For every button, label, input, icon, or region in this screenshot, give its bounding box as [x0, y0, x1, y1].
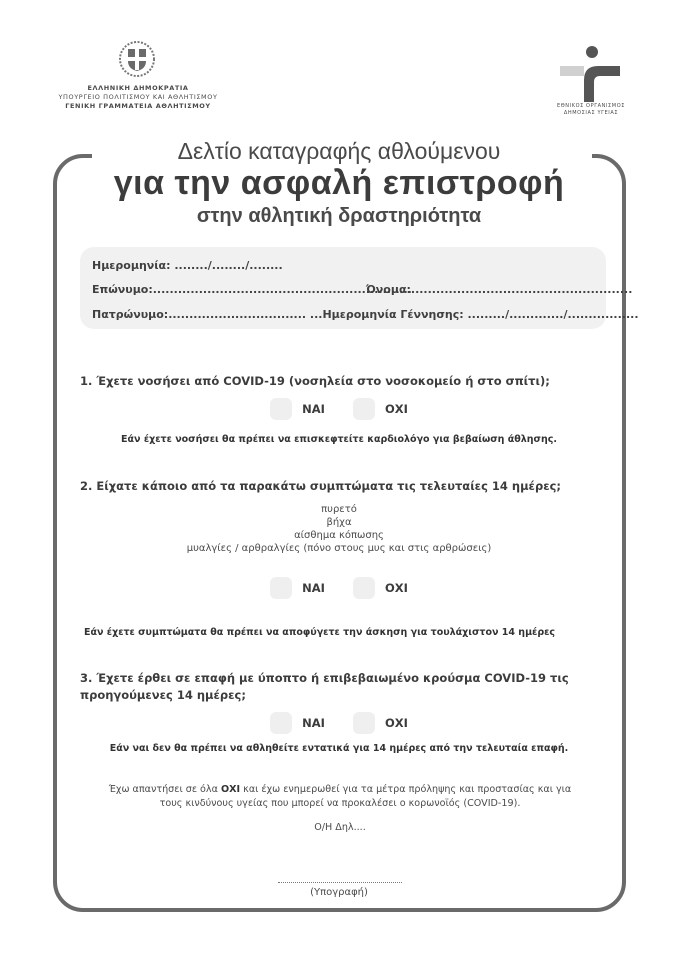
ministry-header: [40, 84, 236, 111]
org-line-3: ΓΕΝΙΚΗ ΓΡΑΜΜΑΤΕΙΑ ΑΘΛΗΤΙΣΜΟΥ: [65, 102, 211, 110]
q3-no-checkbox[interactable]: [353, 712, 375, 734]
declaration-bold: ΟΧΙ: [220, 784, 241, 795]
eody-logo-icon: [556, 44, 626, 104]
question-2-options: [0, 577, 678, 599]
q3-no-option[interactable]: [353, 712, 408, 734]
eody-line-2: ΔΗΜΟΣΙΑΣ ΥΓΕΙΑΣ: [563, 110, 619, 116]
signature-line[interactable]: [278, 882, 402, 883]
declaration-part-2: και έχω ενημερωθεί για τα μέτρα πρόληψης και προστασίας και για: [240, 784, 572, 795]
title-line-3: στην αθλητική δραστηριότητα: [196, 205, 482, 227]
q3-yes-checkbox[interactable]: [270, 712, 292, 734]
symptom-item: πυρετό: [321, 504, 357, 515]
symptom-list: [0, 503, 678, 555]
question-1-note: Εάν έχετε νοσήσει θα πρέπει να επισκεφτείτε καρδιολόγο για βεβαίωση άθλησης.: [121, 434, 557, 445]
org-line-1: ΕΛΛΗΝΙΚΗ ΔΗΜΟΚΡΑΤΙΑ: [87, 84, 189, 92]
name-field[interactable]: Όνομα:.....................................................: [366, 283, 633, 296]
q1-yes-label: ΝΑΙ: [302, 402, 325, 416]
date-field[interactable]: Ημερομηνία: ......../......../........: [92, 259, 283, 272]
q1-no-option[interactable]: [353, 398, 408, 420]
question-1-options: [0, 398, 678, 420]
title-line-2: για την ασφαλή επιστροφή: [113, 164, 565, 202]
symptom-item: αίσθημα κόπωσης: [294, 530, 384, 541]
surname-field[interactable]: Επώνυμο:..............................................................: [92, 283, 412, 296]
q2-yes-label: ΝΑΙ: [302, 581, 325, 595]
question-3-line-2: προηγούμενες 14 ημέρες;: [80, 688, 246, 702]
question-3-line-1: 3. Έχετε έρθει σε επαφή με ύποπτο ή επιβεβαιωμένο κρούσμα COVID-19 τις: [80, 671, 569, 685]
declaration-line-1: [70, 783, 610, 797]
q3-yes-option[interactable]: [270, 712, 325, 734]
question-1: 1. Έχετε νοσήσει από COVID-19 (νοσηλεία στο νοσοκομείο ή στο σπίτι);: [80, 374, 550, 388]
q1-no-label: ΟΧΙ: [384, 402, 408, 416]
q2-no-option[interactable]: [353, 577, 408, 599]
q1-yes-checkbox[interactable]: [270, 398, 292, 420]
q2-yes-checkbox[interactable]: [270, 577, 292, 599]
q3-no-label: ΟΧΙ: [384, 716, 408, 730]
q2-no-label: ΟΧΙ: [384, 581, 408, 595]
eody-header: [548, 103, 634, 117]
q1-no-checkbox[interactable]: [353, 398, 375, 420]
symptom-item: μυαλγίες / αρθραλγίες (πόνο στους μυς και στις αρθρώσεις): [186, 543, 492, 554]
q3-yes-label: ΝΑΙ: [302, 716, 325, 730]
declarant-label: Ο/Η Δηλ....: [314, 822, 366, 833]
q2-yes-option[interactable]: [270, 577, 325, 599]
father-birthdate-field[interactable]: Πατρώνυμο:................................. ...Ημερομηνία Γέννησης: ........./............./.................: [92, 308, 639, 321]
signature-label: (Υπογραφή): [310, 887, 368, 898]
question-3-note: Εάν ναι δεν θα πρέπει να αθληθείτε εντατικά για 14 ημέρες από την τελευταία επαφή.: [109, 743, 569, 754]
question-3-options: [0, 712, 678, 734]
declaration-part-1: Έχω απαντήσει σε όλα: [108, 784, 221, 795]
q2-no-checkbox[interactable]: [353, 577, 375, 599]
q1-yes-option[interactable]: [270, 398, 325, 420]
symptom-item: βήχα: [326, 517, 352, 528]
org-line-2: ΥΠΟΥΡΓΕΙΟ ΠΟΛΙΤΙΣΜΟΥ ΚΑΙ ΑΘΛΗΤΙΣΜΟΥ: [58, 93, 218, 101]
greek-coat-of-arms-icon: [118, 40, 156, 78]
eody-line-1: ΕΘΝΙΚΟΣ ΟΡΓΑΝΙΣΜΟΣ: [556, 103, 625, 109]
personal-info-box: [80, 247, 639, 329]
question-2-note: Εάν έχετε συμπτώματα θα πρέπει να αποφύγετε την άσκηση για τουλάχιστον 14 ημέρες: [84, 627, 556, 638]
title-line-1-text: Δελτίο καταγραφής αθλούμενου: [172, 138, 507, 164]
question-2: 2. Είχατε κάποιο από τα παρακάτω συμπτώματα τις τελευταίες 14 ημέρες;: [80, 479, 562, 493]
title-line-1: [0, 138, 678, 165]
declaration-line-2: τους κινδύνους υγείας που μπορεί να προκαλέσει ο κορωνοϊός (COVID-19).: [159, 798, 521, 809]
declaration-text: [70, 783, 610, 811]
